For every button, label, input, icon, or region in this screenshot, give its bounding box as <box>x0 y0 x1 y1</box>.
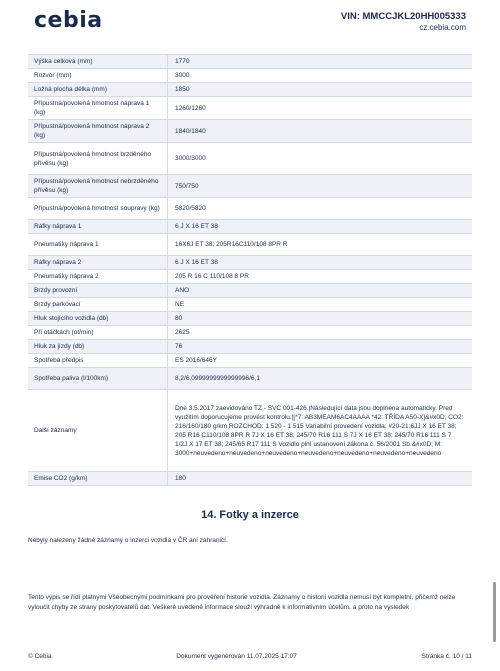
row-value: ES 2016/646Y <box>175 357 217 364</box>
footer-page-number: Stránka č. 10 / 11 <box>421 653 472 660</box>
table-row <box>28 389 472 471</box>
row-value: Dne 3.5.2017 zaevidováno TZ - SVC 001-426.|Následující data jsou doplnena automaticky. Pred využitím doporucujeme provést kontrolu.|[*7: AB3MEAM6AC4AAAA *42: TŘÍDA A50-X]&#x0D; CO2: 216/160/180 g/km ROZCHOD: 1 520 - 1 515 Variabilní provedení vozidla: #20-21:6JJ X 16 ET 38; 205 R16 C110/108 8PR R 7J X 16 ET 38; 245/70 R16 111 S 7J X 16 ET 38; 245/70 R16 111 S 7 1/2J X 17 ET 38; 245/65 R17 111 S Vozidlo plní ustanovení zákona č. 56/2001 Sb.&#x0D; M: 3000+neuvedeno+neuvedeno+neuvedeno+neuvedeno+neuvedeno+neuvedeno+neuvedeno <box>175 404 464 457</box>
table-row <box>28 82 472 96</box>
footer-copyright: © Cebia <box>28 653 52 660</box>
table-row <box>28 269 472 283</box>
row-value: 1770 <box>175 58 190 65</box>
table-row <box>28 233 472 255</box>
row-value: 180 <box>175 475 186 482</box>
row-label: Brzdy provozní <box>28 284 168 297</box>
table-row <box>28 197 472 219</box>
row-label: Ložná plocha délka (mm) <box>28 83 168 96</box>
table-row <box>28 325 472 339</box>
row-value: 3000 <box>175 72 190 79</box>
table-row <box>28 353 472 367</box>
table-row <box>28 367 472 389</box>
row-value: NE <box>175 301 185 308</box>
row-label: Rozvor (mm) <box>28 69 168 82</box>
row-value: 1850 <box>175 86 190 93</box>
row-value: 16X6J ET 38; 205R16C110/108 8PR R <box>175 241 288 248</box>
row-value: 6 J X 16 ET 38 <box>175 223 218 230</box>
table-row <box>28 471 472 486</box>
row-value: 8,2/6,0999999999999996/6,1 <box>175 375 260 382</box>
table-row <box>28 96 472 119</box>
row-label: Výška celková (mm) <box>28 55 168 68</box>
row-label: Při otáčkách (ot/min) <box>28 326 168 339</box>
row-label: Přípustná/povolená hmotnost náprava 2 (kg) <box>28 120 168 142</box>
table-row <box>28 119 472 142</box>
table-row <box>28 339 472 353</box>
row-value: 76 <box>175 343 183 350</box>
no-records-text: Nebyly nalezeny žádné záznamy o inzerci vozidla v ČR ani zahraničí. <box>28 537 228 544</box>
row-value: 205 R 16 C 110/108 8 PR <box>175 273 249 280</box>
table-row <box>28 311 472 325</box>
table-row <box>28 219 472 233</box>
row-value: 2625 <box>175 329 190 336</box>
table-row <box>28 142 472 174</box>
row-label: Přípustná/povolená hmotnost náprava 1 (kg) <box>28 97 168 119</box>
row-label: Pneumatiky náprava 2 <box>28 270 168 283</box>
table-row <box>28 255 472 269</box>
vin-label: VIN: MMCCJKL20HH005333 <box>340 11 466 22</box>
row-label: Přípustná/povolená hmotnost soupravy (kg) <box>28 198 168 219</box>
table-row <box>28 68 472 82</box>
table-row <box>28 54 472 68</box>
row-value: 5820/5820 <box>175 205 206 212</box>
disclaimer-text: Tento výpis se řídí platnými Všeobecnými podmínkami pro prověření historie vozidla. Záznamy o historii vozidla nemusí být kompletní, přičemž nelze vyloučit chyby ze strany poskytovatelů dat. Veškeré uvedené informace slouží výhradně k informativním účelům, a proto na výsledek <box>28 594 456 611</box>
row-label: Hluk stojícího vozidla (db) <box>28 312 168 325</box>
section-title: 14. Fotky a inzerce <box>201 509 299 521</box>
row-label: Přípustná/povolená hmotnost brzděného přívěsu (kg) <box>28 143 168 174</box>
vehicle-specs-table <box>28 54 472 486</box>
table-row <box>28 297 472 311</box>
row-label: Brzdy parkovací <box>28 298 168 311</box>
page-footer <box>28 653 472 660</box>
row-label: Ráfky náprava 2 <box>28 256 168 269</box>
cebia-logo: cebia <box>34 8 103 33</box>
row-value: 6 J X 16 ET 38 <box>175 259 218 266</box>
page-header <box>0 0 500 44</box>
row-value: 1840/1840 <box>175 127 206 135</box>
row-value: 1260/1260 <box>175 104 206 112</box>
row-value: ANO <box>175 287 190 294</box>
footer-generated: Dokument vygenerován 11.07.2025 17:07 <box>176 653 297 660</box>
scrollbar-thumb[interactable] <box>493 582 496 642</box>
row-value: 750/750 <box>175 182 199 190</box>
row-label: Přípustná/povolená hmotnost nebrzděného přívěsu (kg) <box>28 175 168 197</box>
row-value: 80 <box>175 315 183 322</box>
row-label: Hluk za jízdy (db) <box>28 340 168 353</box>
table-row <box>28 174 472 197</box>
table-row <box>28 283 472 297</box>
site-link[interactable]: cz.cebia.com <box>419 23 466 32</box>
row-label: Emise CO2 (g/km) <box>28 472 168 485</box>
row-label: Spotřeba paliva (l/100km) <box>28 368 168 389</box>
row-value: 3000/3000 <box>175 155 206 162</box>
row-label: Ráfky náprava 1 <box>28 220 168 233</box>
row-label: Další záznamy <box>28 390 168 471</box>
row-label: Spotřeba předpis <box>28 354 168 367</box>
row-label: Pneumatiky náprava 1 <box>28 234 168 255</box>
